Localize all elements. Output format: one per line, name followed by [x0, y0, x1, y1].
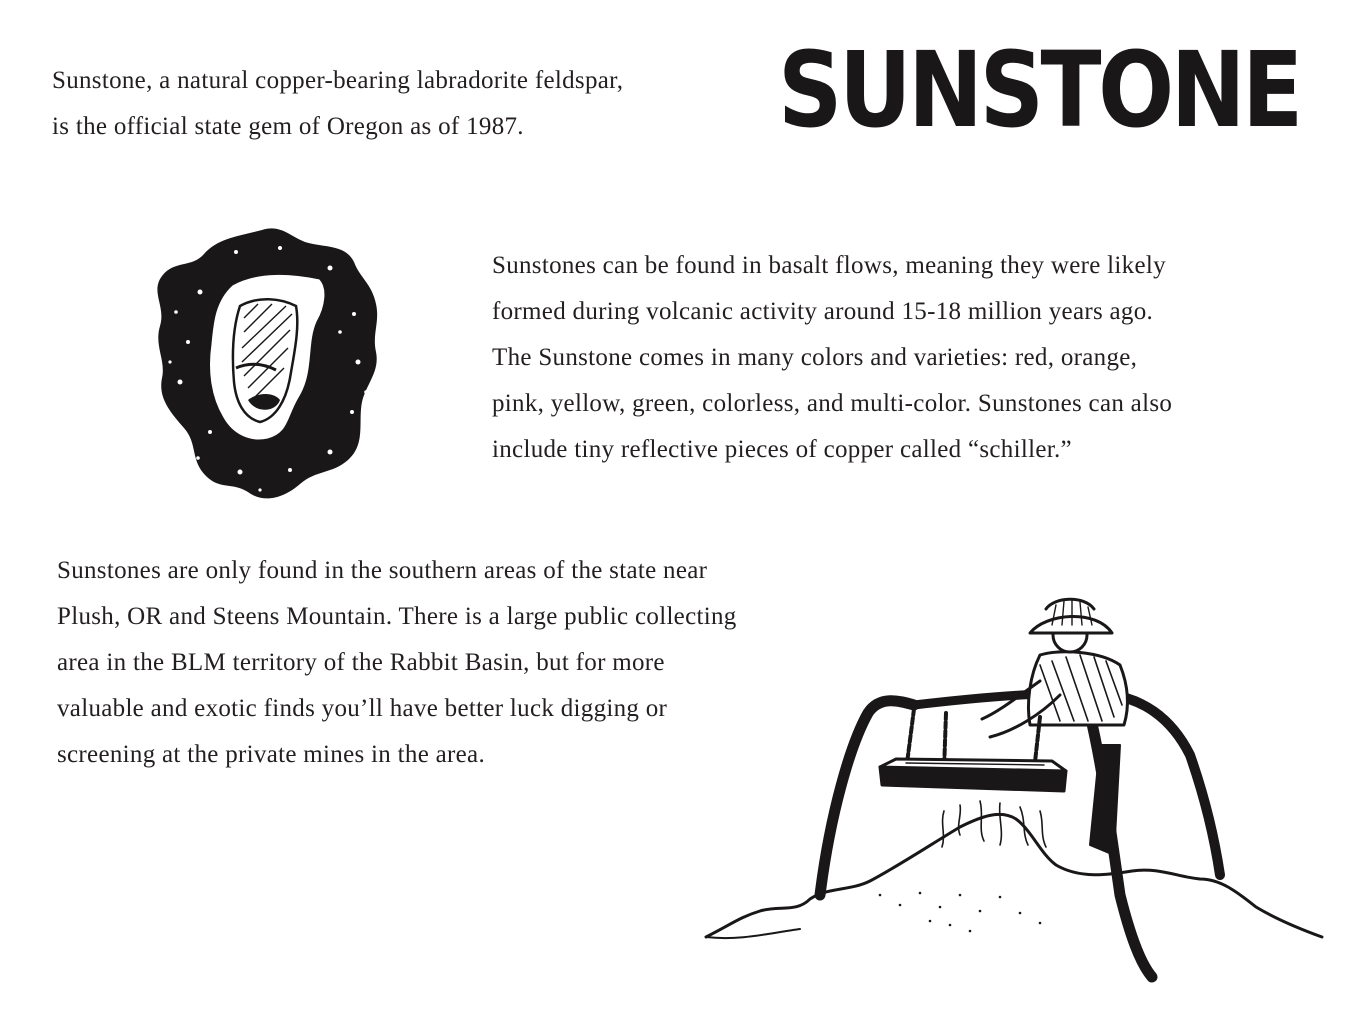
formation-paragraph	[492, 243, 1312, 473]
intro-line: is the official state gem of Oregon as of 1987.	[52, 113, 524, 140]
formation-line: formed during volcanic activity around 15-18 million years ago.	[492, 298, 1154, 325]
location-line: Sunstones are only found in the southern areas of the state near	[57, 557, 708, 584]
formation-line: pink, yellow, green, colorless, and multi-color. Sunstones can also	[492, 390, 1173, 417]
intro-line: Sunstone, a natural copper-bearing labradorite feldspar,	[52, 67, 624, 94]
formation-line: include tiny reflective pieces of copper called “schiller.”	[492, 436, 1072, 463]
intro-paragraph	[52, 58, 752, 150]
sunstone-in-basalt-rock-icon	[140, 222, 390, 507]
location-line: valuable and exotic finds you’ll have better luck digging or	[57, 695, 668, 722]
location-line: area in the BLM territory of the Rabbit Basin, but for more	[57, 649, 665, 676]
formation-line: The Sunstone comes in many colors and varieties: red, orange,	[492, 344, 1138, 371]
page-title: SUNSTONE	[778, 29, 1300, 151]
location-line: screening at the private mines in the area.	[57, 741, 485, 768]
formation-line: Sunstones can be found in basalt flows, meaning they were likely	[492, 252, 1166, 279]
location-line: Plush, OR and Steens Mountain. There is a large public collecting	[57, 603, 737, 630]
miner-screening-for-gems-icon	[700, 595, 1330, 985]
